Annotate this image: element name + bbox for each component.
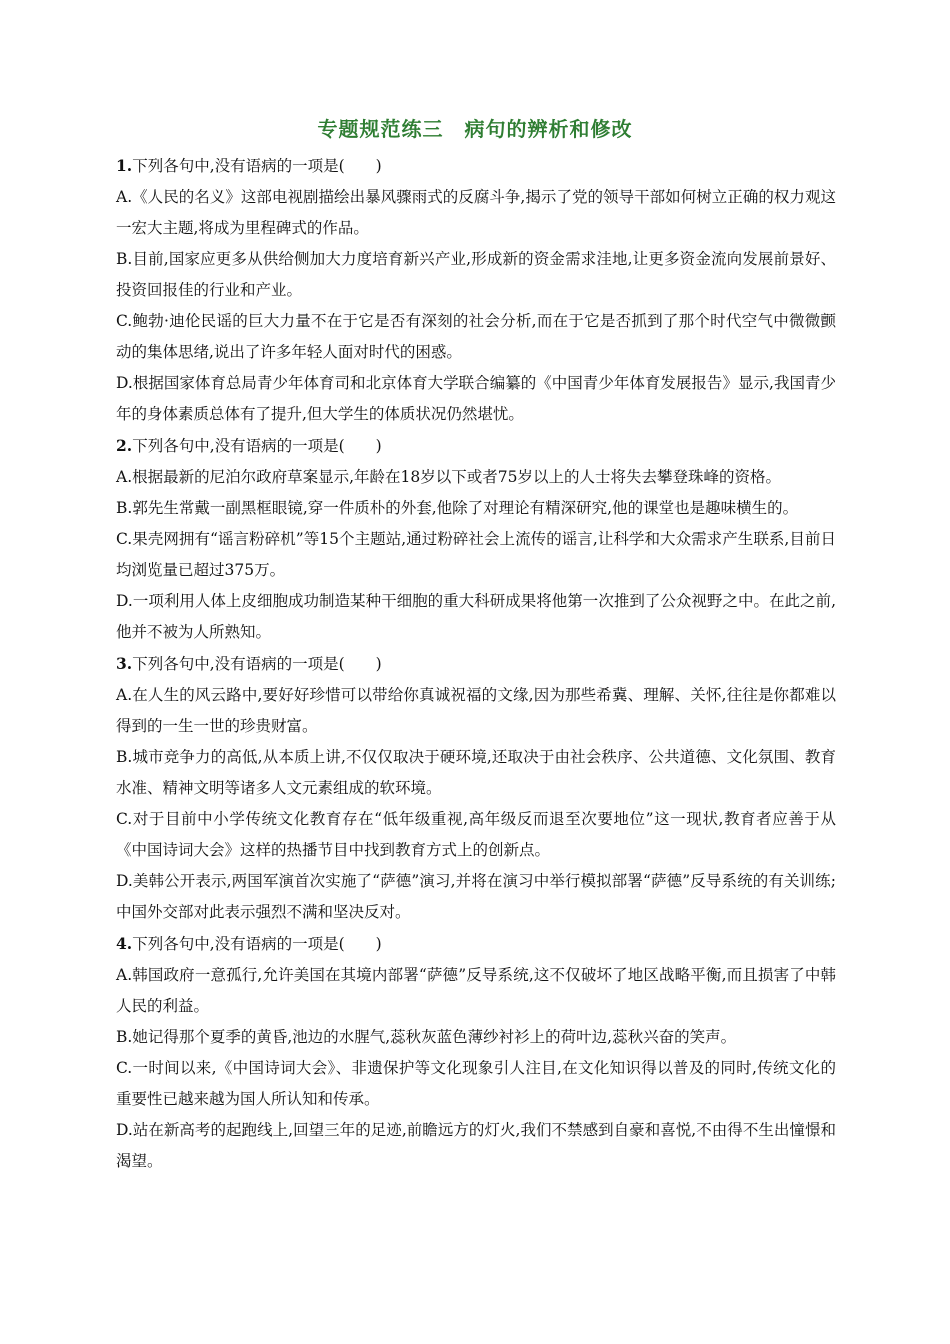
question-stem [116, 430, 836, 462]
question-3 [116, 648, 836, 928]
question-text: 下列各句中,没有语病的一项是( ) [132, 655, 382, 673]
question-stem [116, 928, 836, 960]
question-4 [116, 928, 836, 1177]
page-title: 专题规范练三 病句的辨析和修改 [317, 117, 633, 141]
question-text: 下列各句中,没有语病的一项是( ) [132, 157, 382, 175]
question-1 [116, 150, 836, 430]
option-b: B.目前,国家应更多从供给侧加大力度培育新兴产业,形成新的资金需求洼地,让更多资金流向发展前景好、投资回报佳的行业和产业。 [116, 250, 836, 299]
option-b: B.她记得那个夏季的黄昏,池边的水腥气,蕊秋灰蓝色薄纱衬衫上的荷叶边,蕊秋兴奋的笑声。 [116, 1028, 737, 1046]
option-c: C.一时间以来,《中国诗词大会》、非遗保护等文化现象引人注目,在文化知识得以普及的同时,传统文化的重要性已越来越为国人所认知和传承。 [116, 1059, 836, 1108]
option-d: D.根据国家体育总局青少年体育司和北京体育大学联合编纂的《中国青少年体育发展报告》显示,我国青少年的身体素质总体有了提升,但大学生的体质状况仍然堪忧。 [116, 374, 836, 423]
question-stem [116, 150, 836, 182]
question-text: 下列各句中,没有语病的一项是( ) [132, 437, 382, 455]
option-a: A.根据最新的尼泊尔政府草案显示,年龄在18岁以下或者75岁以上的人士将失去攀登珠峰的资格。 [116, 468, 781, 486]
question-number: 1. [116, 156, 133, 175]
question-2 [116, 430, 836, 648]
option-c: C.鲍勃·迪伦民谣的巨大力量不在于它是否有深刻的社会分析,而在于它是否抓到了那个时代空气中微微颤动的集体思绪,说出了许多年轻人面对时代的困惑。 [116, 312, 836, 361]
option-d: D.一项利用人体上皮细胞成功制造某种干细胞的重大科研成果将他第一次推到了公众视野之中。在此之前,他并不被为人所熟知。 [116, 592, 836, 641]
option-c: C.果壳网拥有“谣言粉碎机”等15个主题站,通过粉碎社会上流传的谣言,让科学和大众需求产生联系,目前日均浏览量已超过375万。 [116, 530, 836, 579]
option-b: B.城市竞争力的高低,从本质上讲,不仅仅取决于硬环境,还取决于由社会秩序、公共道德、文化氛围、教育水准、精神文明等诸多人文元素组成的软环境。 [116, 748, 836, 797]
question-number: 2. [116, 436, 133, 455]
question-number: 3. [116, 654, 133, 673]
option-a: A.在人生的风云路中,要好好珍惜可以带给你真诚祝福的文缘,因为那些希冀、理解、关怀,往往是你都难以得到的一生一世的珍贵财富。 [116, 686, 836, 735]
question-stem [116, 648, 836, 680]
option-a: A.《人民的名义》这部电视剧描绘出暴风骤雨式的反腐斗争,揭示了党的领导干部如何树立正确的权力观这一宏大主题,将成为里程碑式的作品。 [116, 188, 836, 237]
question-number: 4. [116, 934, 133, 953]
question-list [116, 150, 836, 1177]
question-text: 下列各句中,没有语病的一项是( ) [132, 935, 382, 953]
option-c: C.对于目前中小学传统文化教育存在“低年级重视,高年级反而退至次要地位”这一现状,教育者应善于从《中国诗词大会》这样的热播节目中找到教育方式上的创新点。 [116, 810, 836, 859]
option-a: A.韩国政府一意孤行,允许美国在其境内部署“萨德”反导系统,这不仅破坏了地区战略平衡,而且损害了中韩人民的利益。 [116, 966, 836, 1015]
option-d: D.美韩公开表示,两国军演首次实施了“萨德”演习,并将在演习中举行模拟部署“萨德”反导系统的有关训练;中国外交部对此表示强烈不满和坚决反对。 [116, 872, 836, 921]
option-d: D.站在新高考的起跑线上,回望三年的足迹,前瞻远方的灯火,我们不禁感到自豪和喜悦,不由得不生出憧憬和渴望。 [116, 1121, 836, 1170]
option-b: B.郭先生常戴一副黑框眼镜,穿一件质朴的外套,他除了对理论有精深研究,他的课堂也是趣味横生的。 [116, 499, 799, 517]
